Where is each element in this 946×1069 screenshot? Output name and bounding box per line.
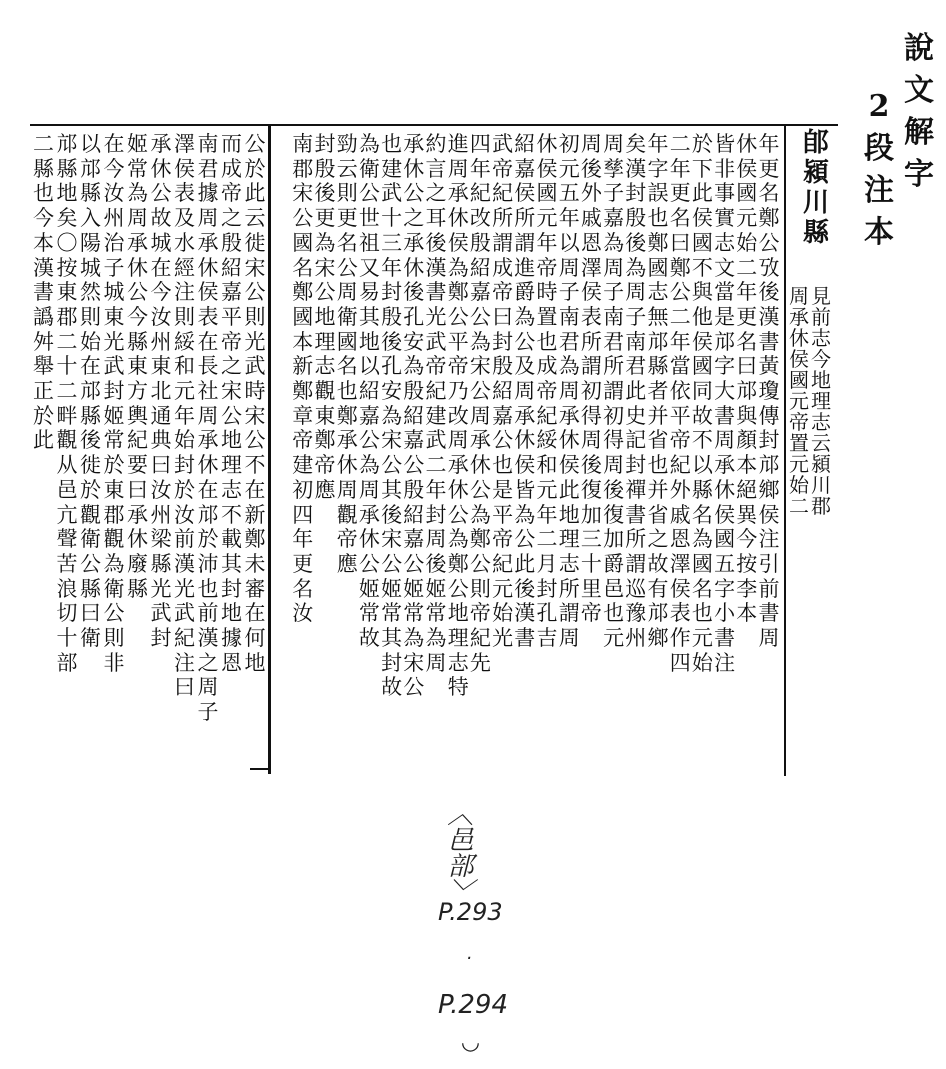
- text-column: 也建武十三年封殷後孔安為宋公其後宋公姬常其封故: [381, 132, 403, 700]
- book-title-text: 說文解字: [904, 31, 934, 192]
- handwritten-section-note: [440, 800, 477, 911]
- commentary-block-left: [30, 124, 270, 766]
- text-column: 姬常為周承休公今縣東方輿紀要曰承休廢縣: [127, 132, 148, 601]
- text-column: 武帝紀所謂成帝曰封殷紹嘉公也是平帝紀元始光: [492, 132, 514, 651]
- text-column: 約言之耳後漢書光武帝紀建武二年封周後姬常為周: [425, 132, 447, 675]
- text-column: 以邟縣入陽城然則始在邟縣後徙於觀衛公縣曰衛: [80, 132, 101, 651]
- text-column: 休侯國元年帝時置也成帝紀綏和元年二月封孔吉: [536, 132, 558, 651]
- text-column: 周承休侯國元帝置元始二: [789, 284, 809, 518]
- text-column: 二年更名曰鄭公二年當依平帝紀外戚恩澤侯表作四: [669, 132, 691, 675]
- text-column: 休侯國元始二年更名曰邟與顏本絕異今按李本: [736, 132, 758, 626]
- column-separator: [268, 124, 271, 774]
- text-column: 周孳子嘉為周子南君所謂初得周後復加爵邑也元: [603, 132, 625, 651]
- text-column: 公於此云徙宋公則光武時宋公不在新鄭未審在何地: [244, 132, 266, 675]
- text-column: 承休公之承休後孔安為殷紹嘉公殷紹嘉公姬常為宋公: [403, 132, 425, 700]
- book-title-col2: [862, 86, 896, 254]
- note-radical: 〈邑部〉: [443, 800, 473, 904]
- commentary-block-right: [268, 124, 838, 776]
- book-subtitle-text: 2段注本: [864, 89, 894, 250]
- text-column: 年字誤也鄭國志無邟縣者并省也并省之故有邟鄉: [647, 132, 669, 651]
- text-column: 初元五年以周子南君為周承休侯此地理志所謂周: [558, 132, 580, 651]
- text-column: 而成帝之殷紹嘉平帝之宋公地理志不載其封地據恩: [221, 132, 242, 675]
- text-column: 紹嘉侯所謂進爵為公及周承休侯皆為公此後漢書: [514, 132, 536, 651]
- text-column: 邟縣地矣〇按東郡二十二畔觀从邑亢聲苦浪切十部: [56, 132, 78, 675]
- text-column: 勁云則更名公周衛國名也鄭承休周觀帝應: [336, 132, 358, 576]
- handwritten-bracket-bottom: ◡: [462, 1030, 479, 1055]
- entry-heading: [792, 128, 840, 248]
- text-column: 澤侯表及水經注則綏和元年始封於汝前漢光武紀注曰: [174, 132, 195, 700]
- section-divider: [784, 126, 786, 776]
- text-column: 為衛公世祖又易其地以紹嘉公為周承休公姬常故: [358, 132, 380, 651]
- note-page-294: P.294: [438, 990, 508, 1020]
- handwritten-page-ref-2: [438, 990, 508, 1020]
- entry-heading-text: 郋潁川縣: [802, 128, 829, 248]
- book-title-col1: [902, 28, 936, 196]
- text-column: 承休公故城在今汝州東北通典曰汝州梁縣光武封: [150, 132, 172, 651]
- text-column: 周後外戚恩澤侯表所謂初得周後復加三十里帝: [580, 132, 602, 626]
- text-column: 於下此侯國不與他侯國同故不以縣名為國名也元始: [691, 132, 713, 675]
- handwritten-separator-dot: ·: [466, 948, 472, 969]
- text-column: 年更名鄭公攷後漢書黃瓊傳封邟鄉侯注引前書周: [758, 132, 780, 651]
- text-column: 南郡宋公國名鄭國本新鄭章帝建初四年更名汝: [292, 132, 314, 626]
- text-column: 矣漢封殷後為周子南君此史記封禪書所謂巡豫州: [625, 132, 647, 651]
- text-column: 進周承休侯為鄭公平帝乃改周承休公為鄭公地理志特: [447, 132, 469, 700]
- text-column: 二縣也今本漢書譌舛舉正於此: [33, 132, 54, 453]
- handwritten-page-ref-1: [438, 898, 503, 926]
- text-column: 在今汝州治子城東光武封姬常於東郡觀為衛公則非: [103, 132, 125, 675]
- text-column: 四年紀改殷紹嘉公為宋公周承休公為鄭公則帝紀先: [469, 132, 491, 675]
- footer-rule: [250, 768, 271, 770]
- text-column: 南君據周承休侯表在長社周承休在邟於沛也前漢之周子: [197, 132, 219, 725]
- text-column: 封殷後更為宋公地理志觀東鄭帝應: [314, 132, 336, 502]
- text-column: 皆非事實志文當是邟字大書周承休侯國五字小書注: [714, 132, 736, 675]
- note-page-293: P.293: [438, 898, 503, 926]
- text-column: 見前志今地理志云潁川郡: [811, 284, 831, 518]
